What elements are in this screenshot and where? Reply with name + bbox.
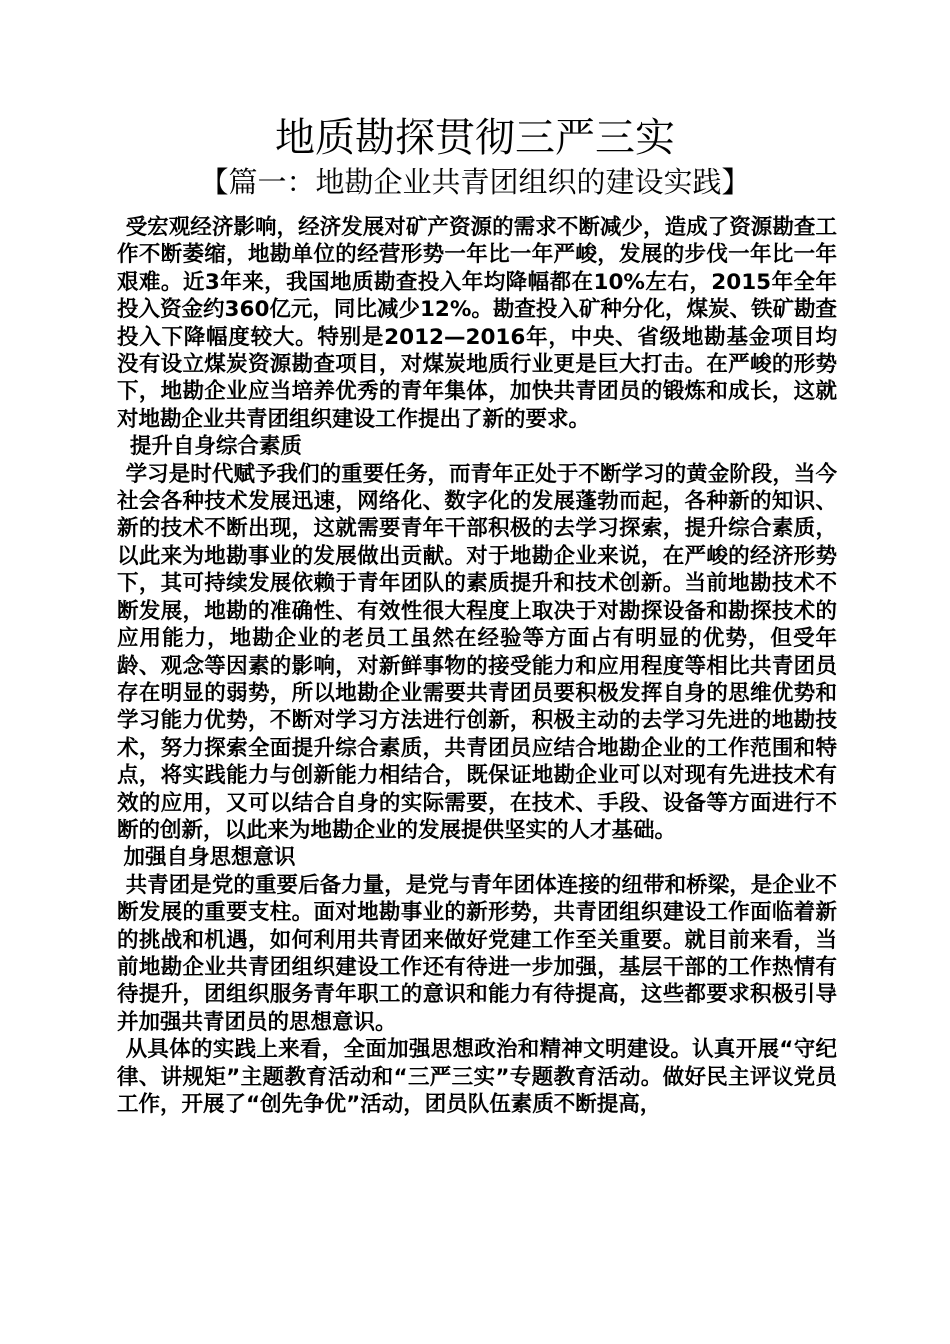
document-body [117, 214, 837, 1118]
section-heading-quality: 提升自身综合素质 [129, 434, 302, 460]
document-subtitle: 【篇一：地勘企业共青团组织的建设实践】 [199, 165, 751, 199]
section-heading-ideology: 加强自身思想意识 [123, 845, 296, 871]
document-title: 地质勘探贯彻三严三实 [275, 115, 675, 161]
paragraph-quality: 学习是时代赋予我们的重要任务，而青年正处于不断学习的黄金阶段，当今社会各种技术发展迅速，网络化、数字化的发展蓬勃而起，各种新的知识、新的技术不断出现，这就需要青年干部积极的去学习探索，提升综合素质，以此来为地勘事业的发展做出贡献。对于地勘企业来说，在严峻的经济形势下，其可持续发展依赖于青年团队的素质提升和技术创新。当前地勘技术不断发展，地勘的准确性、有效性很大程度上取决于对勘探设备和勘探技术的应用能力，地勘企业的老员工虽然在经验等方面占有明显的优势，但受年龄、观念等因素的影响，对新鲜事物的接受能力和应用程度等相比共青团员存在明显的弱势，所以地勘企业需要共青团员要积极发挥自身的思维优势和学习能力优势，不断对学习方法进行创新，积极主动的去学习先进的地勘技术，努力探索全面提升综合素质，共青团员应结合地勘企业的工作范围和特点，将实践能力与创新能力相结合，既保证地勘企业可以对现有先进技术有效的应用，又可以结合自身的实际需要，在技术、手段、设备等方面进行不断的创新，以此来为地勘企业的发展提供坚实的人才基础。 [117, 461, 837, 843]
paragraph-ideology: 共青团是党的重要后备力量，是党与青年团体连接的纽带和桥梁，是企业不断发展的重要支柱。面对地勘事业的新形势，共青团组织建设工作面临着新的挑战和机遇，如何利用共青团来做好党建工作至关重要。就目前来看，当前地勘企业共青团组织建设工作还有待进一步加强，基层干部的工作热情有待提升，团组织服务青年职工的意识和能力有待提高，这些都要求积极引导并加强共青团员的思想意识。 [117, 872, 837, 1035]
paragraph-intro: 受宏观经济影响，经济发展对矿产资源的需求不断减少，造成了资源勘查工作不断萎缩，地勘单位的经营形势一年比一年严峻，发展的步伐一年比一年艰难。近3年来，我国地质勘查投入年均降幅都在10%左右，2015年全年投入资金约360亿元，同比减少12%。勘查投入矿种分化，煤炭、铁矿勘查投入下降幅度较大。特别是2012—2016年，中央、省级地勘基金项目均没有设立煤炭资源勘查项目，对煤炭地质行业更是巨大打击。在严峻的形势下，地勘企业应当培养优秀的青年集体，加快共青团员的锻炼和成长，这就对地勘企业共青团组织建设工作提出了新的要求。 [117, 215, 837, 432]
paragraph-practice: 从具体的实践上来看，全面加强思想政治和精神文明建设。认真开展“守纪律、讲规矩”主题教育活动和“三严三实”专题教育活动。做好民主评议党员工作，开展了“创先争优”活动，团员队伍素质不断提高， [117, 1037, 837, 1117]
